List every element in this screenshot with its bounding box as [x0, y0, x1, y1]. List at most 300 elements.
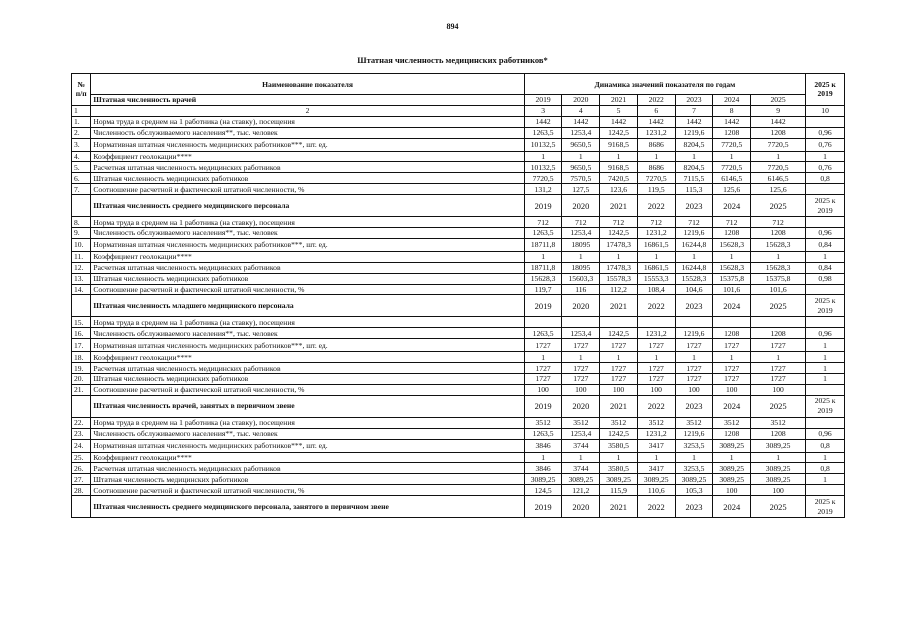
value-cell: 1253,4 [562, 428, 600, 439]
section-header-row [72, 195, 845, 217]
indicator-name: Соотношение расчетной и фактической штатной численности, % [91, 384, 524, 395]
year-label: 2021 [600, 295, 638, 317]
ratio-label: 2025 к 2019 [806, 395, 845, 417]
indicator-name: Нормативная штатная численность медицинских работников***, шт. ед. [91, 439, 524, 452]
table-row [72, 439, 845, 452]
indicator-name: Коэффициент геолокации**** [91, 151, 524, 162]
section-title: Штатная численность врачей [91, 95, 524, 106]
value-cell: 6146,5 [751, 173, 806, 184]
value-cell: 8686 [637, 138, 675, 151]
num-header: № п/п [72, 74, 91, 106]
value-cell: 3846 [524, 439, 562, 452]
row-number: 13. [72, 273, 91, 284]
name-header: Наименование показателя [91, 74, 524, 95]
value-cell: 15553,3 [637, 273, 675, 284]
ratio-cell: 1 [806, 474, 845, 485]
value-cell: 3089,25 [562, 474, 600, 485]
row-number: 17. [72, 339, 91, 352]
value-cell: 1727 [524, 363, 562, 374]
indicator-name: Коэффициент геолокации**** [91, 352, 524, 363]
value-cell: 1208 [751, 328, 806, 339]
year-label: 2022 [637, 95, 675, 106]
value-cell: 7720,5 [713, 138, 751, 151]
value-cell [600, 317, 638, 328]
section-title: Штатная численность врачей, занятых в первичном звене [91, 395, 524, 417]
indicator-name: Расчетная штатная численность медицинских работников [91, 162, 524, 173]
section-title: Штатная численность среднего медицинского персонала, занятого в первичном звене [91, 496, 524, 518]
table-row [72, 228, 845, 239]
value-cell: 3089,25 [524, 474, 562, 485]
year-label: 2021 [600, 395, 638, 417]
value-cell: 125,6 [713, 184, 751, 195]
value-cell [524, 317, 562, 328]
value-cell: 712 [637, 217, 675, 228]
indicator-name: Численность обслуживаемого населения**, тыс. человек [91, 228, 524, 239]
row-number: 15. [72, 317, 91, 328]
ratio-label: 2025 к 2019 [806, 295, 845, 317]
value-cell: 1 [751, 352, 806, 363]
row-number: 20. [72, 374, 91, 385]
value-cell: 8204,5 [675, 138, 713, 151]
year-label: 2023 [675, 95, 713, 106]
ratio-cell: 0,84 [806, 262, 845, 273]
value-cell: 1727 [751, 339, 806, 352]
column-number: 8 [713, 105, 751, 116]
value-cell: 1231,2 [637, 228, 675, 239]
column-number: 10 [806, 105, 845, 116]
value-cell: 712 [713, 217, 751, 228]
table-body [72, 74, 845, 518]
value-cell: 1263,5 [524, 328, 562, 339]
year-label: 2020 [562, 95, 600, 106]
value-cell: 7420,5 [600, 173, 638, 184]
value-cell: 9168,5 [600, 162, 638, 173]
indicator-name: Коэффициент геолокации**** [91, 251, 524, 262]
value-cell: 1 [637, 352, 675, 363]
value-cell: 121,2 [562, 485, 600, 496]
indicator-name: Нормативная штатная численность медицинских работников***, шт. ед. [91, 138, 524, 151]
value-cell: 15628,3 [524, 273, 562, 284]
value-cell: 1231,2 [637, 328, 675, 339]
year-label: 2024 [713, 496, 751, 518]
ratio-cell: 1 [806, 151, 845, 162]
column-number-row [72, 105, 845, 116]
value-cell: 1 [751, 151, 806, 162]
value-cell: 3744 [562, 463, 600, 474]
value-cell: 101,6 [751, 284, 806, 295]
row-number: 12. [72, 262, 91, 273]
row-number: 11. [72, 251, 91, 262]
year-label: 2022 [637, 195, 675, 217]
value-cell: 1253,4 [562, 228, 600, 239]
table-row [72, 284, 845, 295]
table-row [72, 238, 845, 251]
value-cell: 1242,5 [600, 328, 638, 339]
value-cell: 3846 [524, 463, 562, 474]
ratio-cell: 0,98 [806, 273, 845, 284]
value-cell: 18711,8 [524, 262, 562, 273]
table-row [72, 173, 845, 184]
year-label: 2023 [675, 496, 713, 518]
value-cell: 16244,8 [675, 238, 713, 251]
value-cell: 1208 [751, 428, 806, 439]
value-cell: 7270,5 [637, 173, 675, 184]
ratio-cell: 1 [806, 374, 845, 385]
year-label: 2024 [713, 295, 751, 317]
value-cell: 112,2 [600, 284, 638, 295]
ratio-cell: 0,96 [806, 228, 845, 239]
ratio-cell [806, 184, 845, 195]
staffing-table [71, 73, 845, 518]
value-cell [562, 317, 600, 328]
value-cell: 3512 [751, 417, 806, 428]
indicator-name: Расчетная штатная численность медицинских работников [91, 463, 524, 474]
column-number: 4 [562, 105, 600, 116]
table-row [72, 363, 845, 374]
year-label: 2020 [562, 195, 600, 217]
value-cell: 1219,6 [675, 428, 713, 439]
column-number: 2 [91, 105, 524, 116]
indicator-name: Штатная численность медицинских работников [91, 273, 524, 284]
value-cell: 7720,5 [524, 173, 562, 184]
ratio-cell: 1 [806, 352, 845, 363]
dynamics-header: Динамика значений показателя по годам [524, 74, 805, 95]
value-cell: 15628,3 [713, 262, 751, 273]
row-number: 16. [72, 328, 91, 339]
value-cell: 119,5 [637, 184, 675, 195]
value-cell: 1727 [713, 374, 751, 385]
value-cell: 1727 [713, 363, 751, 374]
value-cell: 1 [675, 352, 713, 363]
value-cell: 3089,25 [713, 474, 751, 485]
row-number: 9. [72, 228, 91, 239]
ratio-cell [806, 485, 845, 496]
value-cell: 1263,5 [524, 228, 562, 239]
year-label: 2025 [751, 195, 806, 217]
value-cell: 1727 [600, 374, 638, 385]
value-cell: 1263,5 [524, 127, 562, 138]
column-number: 6 [637, 105, 675, 116]
value-cell: 1727 [675, 374, 713, 385]
value-cell: 131,2 [524, 184, 562, 195]
value-cell: 3089,25 [751, 439, 806, 452]
value-cell: 1727 [524, 374, 562, 385]
section-num-cell [72, 195, 91, 217]
value-cell: 18711,8 [524, 238, 562, 251]
value-cell: 1727 [562, 339, 600, 352]
ratio-cell [806, 217, 845, 228]
value-cell: 1727 [637, 363, 675, 374]
value-cell: 1 [562, 452, 600, 463]
value-cell: 1 [600, 151, 638, 162]
table-row [72, 138, 845, 151]
value-cell: 1442 [524, 116, 562, 127]
value-cell: 1219,6 [675, 328, 713, 339]
indicator-name: Норма труда в среднем на 1 работника (на ставку), посещения [91, 116, 524, 127]
value-cell: 100 [751, 384, 806, 395]
value-cell: 1242,5 [600, 428, 638, 439]
row-number: 4. [72, 151, 91, 162]
value-cell: 15375,8 [751, 273, 806, 284]
value-cell: 1442 [600, 116, 638, 127]
row-number: 10. [72, 238, 91, 251]
ratio-cell: 0,76 [806, 162, 845, 173]
value-cell: 3512 [637, 417, 675, 428]
year-label: 2019 [524, 95, 562, 106]
value-cell: 100 [637, 384, 675, 395]
value-cell: 1231,2 [637, 127, 675, 138]
year-label: 2019 [524, 295, 562, 317]
value-cell: 108,4 [637, 284, 675, 295]
indicator-name: Штатная численность медицинских работников [91, 474, 524, 485]
value-cell: 1 [524, 251, 562, 262]
value-cell: 3089,25 [713, 439, 751, 452]
indicator-name: Соотношение расчетной и фактической штатной численности, % [91, 184, 524, 195]
row-number: 2. [72, 127, 91, 138]
value-cell: 1727 [675, 339, 713, 352]
indicator-name: Численность обслуживаемого населения**, тыс. человек [91, 428, 524, 439]
year-label: 2023 [675, 195, 713, 217]
ratio-cell: 1 [806, 452, 845, 463]
column-number: 7 [675, 105, 713, 116]
year-label: 2023 [675, 295, 713, 317]
value-cell: 1208 [713, 228, 751, 239]
ratio-label: 2025 к 2019 [806, 496, 845, 518]
value-cell: 1208 [751, 127, 806, 138]
value-cell: 3253,5 [675, 463, 713, 474]
value-cell: 3089,25 [751, 463, 806, 474]
section-title: Штатная численность младшего медицинского персонала [91, 295, 524, 317]
indicator-name: Нормативная штатная численность медицинских работников***, шт. ед. [91, 238, 524, 251]
table-row [72, 251, 845, 262]
ratio-cell [806, 116, 845, 127]
ratio-cell: 0,8 [806, 173, 845, 184]
section-header-row [72, 95, 845, 106]
value-cell: 104,6 [675, 284, 713, 295]
section-num-cell [72, 295, 91, 317]
value-cell: 15628,3 [751, 238, 806, 251]
row-number: 8. [72, 217, 91, 228]
value-cell: 101,6 [713, 284, 751, 295]
value-cell: 124,5 [524, 485, 562, 496]
value-cell: 3580,5 [600, 439, 638, 452]
ratio-cell [806, 384, 845, 395]
table-row [72, 317, 845, 328]
value-cell: 100 [524, 384, 562, 395]
ratio-cell: 1 [806, 251, 845, 262]
year-label: 2019 [524, 395, 562, 417]
indicator-name: Численность обслуживаемого населения**, тыс. человек [91, 127, 524, 138]
table-row [72, 262, 845, 273]
value-cell: 1727 [600, 363, 638, 374]
row-number: 14. [72, 284, 91, 295]
value-cell: 1208 [713, 127, 751, 138]
year-label: 2023 [675, 395, 713, 417]
table-row [72, 428, 845, 439]
year-label: 2025 [751, 496, 806, 518]
year-label: 2020 [562, 295, 600, 317]
value-cell: 7720,5 [751, 138, 806, 151]
value-cell: 1727 [637, 339, 675, 352]
value-cell: 1727 [562, 363, 600, 374]
value-cell: 15528,3 [675, 273, 713, 284]
column-number: 9 [751, 105, 806, 116]
page-number: 894 [446, 22, 459, 31]
value-cell: 1242,5 [600, 228, 638, 239]
value-cell: 100 [713, 384, 751, 395]
value-cell: 712 [562, 217, 600, 228]
ratio-cell: 1 [806, 363, 845, 374]
value-cell: 3744 [562, 439, 600, 452]
table-row [72, 328, 845, 339]
value-cell: 16244,8 [675, 262, 713, 273]
value-cell: 16861,5 [637, 262, 675, 273]
table-row [72, 417, 845, 428]
table-row [72, 127, 845, 138]
value-cell: 1 [751, 251, 806, 262]
value-cell: 15628,3 [751, 262, 806, 273]
value-cell: 1727 [637, 374, 675, 385]
value-cell: 1727 [524, 339, 562, 352]
indicator-name: Нормативная штатная численность медицинских работников***, шт. ед. [91, 339, 524, 352]
table-row [72, 463, 845, 474]
value-cell: 116 [562, 284, 600, 295]
section-title: Штатная численность среднего медицинского персонала [91, 195, 524, 217]
table-row [72, 116, 845, 127]
value-cell: 115,3 [675, 184, 713, 195]
ratio-cell: 0,96 [806, 127, 845, 138]
value-cell: 115,9 [600, 485, 638, 496]
table-row [72, 151, 845, 162]
table-row [72, 217, 845, 228]
table-row [72, 273, 845, 284]
value-cell: 119,7 [524, 284, 562, 295]
row-number: 22. [72, 417, 91, 428]
year-label: 2019 [524, 195, 562, 217]
table-row [72, 352, 845, 363]
value-cell: 712 [524, 217, 562, 228]
section-header-row [72, 395, 845, 417]
column-number: 3 [524, 105, 562, 116]
value-cell: 1 [675, 151, 713, 162]
table-row [72, 162, 845, 173]
indicator-name: Расчетная штатная численность медицинских работников [91, 262, 524, 273]
value-cell: 1442 [562, 116, 600, 127]
row-number: 1. [72, 116, 91, 127]
year-label: 2019 [524, 496, 562, 518]
column-number: 1 [72, 105, 91, 116]
row-number: 19. [72, 363, 91, 374]
row-number: 26. [72, 463, 91, 474]
row-number: 7. [72, 184, 91, 195]
value-cell: 1 [675, 251, 713, 262]
year-label: 2021 [600, 95, 638, 106]
value-cell: 125,6 [751, 184, 806, 195]
indicator-name: Норма труда в среднем на 1 работника (на ставку), посещения [91, 217, 524, 228]
row-number: 21. [72, 384, 91, 395]
table-title: Штатная численность медицинских работников* [357, 55, 548, 65]
year-label: 2025 [751, 95, 806, 106]
header-row [72, 74, 845, 95]
ratio-cell [806, 417, 845, 428]
year-label: 2020 [562, 395, 600, 417]
value-cell: 3089,25 [675, 474, 713, 485]
ratio-cell: 1 [806, 339, 845, 352]
value-cell: 1219,6 [675, 127, 713, 138]
value-cell: 1 [637, 452, 675, 463]
year-label: 2024 [713, 395, 751, 417]
row-number: 24. [72, 439, 91, 452]
value-cell: 10132,5 [524, 162, 562, 173]
value-cell: 1 [713, 352, 751, 363]
value-cell: 9650,5 [562, 162, 600, 173]
value-cell: 15603,3 [562, 273, 600, 284]
value-cell: 127,5 [562, 184, 600, 195]
value-cell: 1219,6 [675, 228, 713, 239]
table-row [72, 474, 845, 485]
table-row [72, 384, 845, 395]
table-row [72, 485, 845, 496]
indicator-name: Норма труда в среднем на 1 работника (на ставку), посещения [91, 417, 524, 428]
value-cell: 3512 [600, 417, 638, 428]
value-cell: 1727 [713, 339, 751, 352]
value-cell: 3512 [713, 417, 751, 428]
year-label: 2022 [637, 295, 675, 317]
indicator-name: Штатная численность медицинских работников [91, 173, 524, 184]
section-num-cell [72, 395, 91, 417]
value-cell: 17478,3 [600, 262, 638, 273]
value-cell: 1 [600, 452, 638, 463]
year-label: 2022 [637, 395, 675, 417]
indicator-name: Соотношение расчетной и фактической штатной численности, % [91, 485, 524, 496]
value-cell: 3089,25 [600, 474, 638, 485]
value-cell: 3089,25 [713, 463, 751, 474]
ratio-cell: 0,8 [806, 463, 845, 474]
ratio-cell: 0,76 [806, 138, 845, 151]
value-cell: 15578,3 [600, 273, 638, 284]
value-cell: 100 [562, 384, 600, 395]
value-cell: 1242,5 [600, 127, 638, 138]
year-label: 2025 [751, 295, 806, 317]
value-cell: 1263,5 [524, 428, 562, 439]
value-cell: 8204,5 [675, 162, 713, 173]
year-label: 2025 [751, 395, 806, 417]
value-cell: 712 [600, 217, 638, 228]
value-cell: 1 [751, 452, 806, 463]
value-cell: 1 [524, 352, 562, 363]
row-number: 6. [72, 173, 91, 184]
value-cell: 100 [713, 485, 751, 496]
value-cell: 1208 [713, 428, 751, 439]
value-cell: 3089,25 [751, 474, 806, 485]
value-cell: 1727 [675, 363, 713, 374]
value-cell: 1727 [562, 374, 600, 385]
row-number: 5. [72, 162, 91, 173]
value-cell: 1 [637, 151, 675, 162]
table-row [72, 184, 845, 195]
value-cell: 1 [524, 151, 562, 162]
value-cell: 1727 [600, 339, 638, 352]
ratio-cell: 0,8 [806, 439, 845, 452]
value-cell: 1 [562, 151, 600, 162]
column-number: 5 [600, 105, 638, 116]
row-number: 27. [72, 474, 91, 485]
value-cell: 123,6 [600, 184, 638, 195]
section-num-cell [72, 496, 91, 518]
value-cell: 1253,4 [562, 328, 600, 339]
value-cell [751, 317, 806, 328]
row-number: 23. [72, 428, 91, 439]
